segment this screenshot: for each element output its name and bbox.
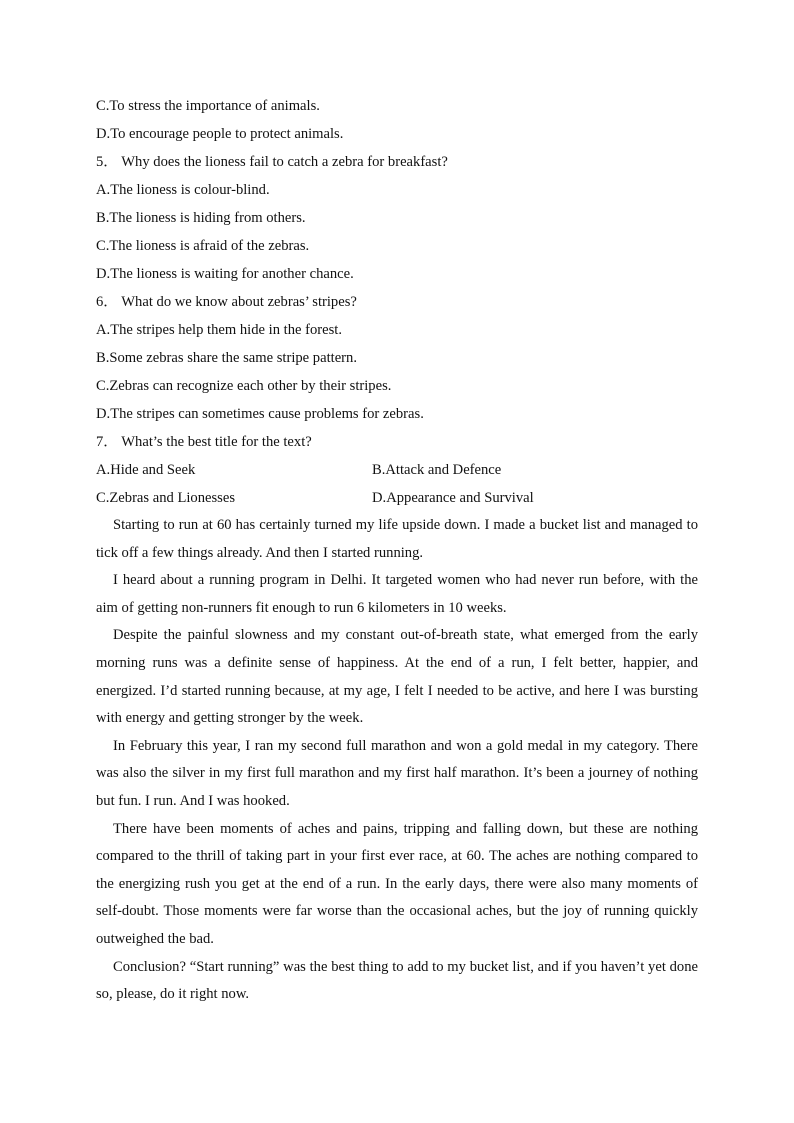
content-column — [96, 92, 698, 1009]
q6-question: 6． What do we know about zebras’ stripes? — [96, 294, 357, 310]
passage-paragraph: I heard about a running program in Delhi. It targeted women who had never run before, with the aim of getting non-runners fit enough to run 6 kilometers in 10 weeks. — [96, 572, 698, 616]
q6-option-a: A.The stripes help them hide in the forest. — [96, 322, 343, 338]
q5-option-a: A.The lioness is colour-blind. — [96, 182, 270, 198]
q6-option-b: B.Some zebras share the same stripe pattern. — [96, 350, 357, 366]
q6-option-c: C.Zebras can recognize each other by their stripes. — [96, 378, 392, 394]
passage-paragraph: Conclusion? “Start running” was the best thing to add to my bucket list, and if you haven’t yet done so, please, do it right now. — [96, 958, 698, 1003]
passage — [96, 512, 698, 1009]
q7-question: 7． What’s the best title for the text? — [96, 434, 312, 450]
q7-option-a: A.Hide and Seek — [96, 462, 196, 478]
passage-paragraph: In February this year, I ran my second full marathon and won a gold medal in my category. There was also the silver in my first full marathon and my first half marathon. It’s been a journey of nothing but fun. I run. And I was hooked. — [96, 737, 698, 809]
passage-paragraph: There have been moments of aches and pains, tripping and falling down, but these are nothing compared to the thrill of taking part in your first ever race, at 60. The aches are nothing compared to the energizing rush you get at the end of a run. In the early days, there were also many moments of self-doubt. Those moments were far worse than the occasional aches, but the joy of running quickly outweighed the bad. — [96, 820, 698, 947]
q7-options-row-2 — [96, 484, 698, 512]
q5-option-b: B.The lioness is hiding from others. — [96, 210, 306, 226]
q5-question: 5． Why does the lioness fail to catch a zebra for breakfast? — [96, 154, 448, 170]
q7-options-row-1 — [96, 456, 698, 484]
q7-option-b: B.Attack and Defence — [372, 462, 502, 478]
passage-paragraph: Starting to run at 60 has certainly turned my life upside down. I made a bucket list and managed to tick off a few things already. And then I started running. — [96, 517, 698, 561]
q7-option-c: C.Zebras and Lionesses — [96, 490, 236, 506]
q5-option-d: D.The lioness is waiting for another chance. — [96, 266, 354, 282]
q6-option-d: D.The stripes can sometimes cause problems for zebras. — [96, 406, 424, 422]
q7-option-d: D.Appearance and Survival — [372, 490, 534, 506]
q4-option-c: C.To stress the importance of animals. — [96, 98, 320, 114]
passage-paragraph: Despite the painful slowness and my constant out-of-breath state, what emerged from the early morning runs was a definite sense of happiness. At the end of a run, I felt better, happier, and energized. I’d started running because, at my age, I felt I needed to be active, and here I was bursting with energy and getting stronger by the week. — [96, 627, 698, 727]
q5-option-c: C.The lioness is afraid of the zebras. — [96, 238, 310, 254]
q4-option-d: D.To encourage people to protect animals. — [96, 126, 344, 142]
